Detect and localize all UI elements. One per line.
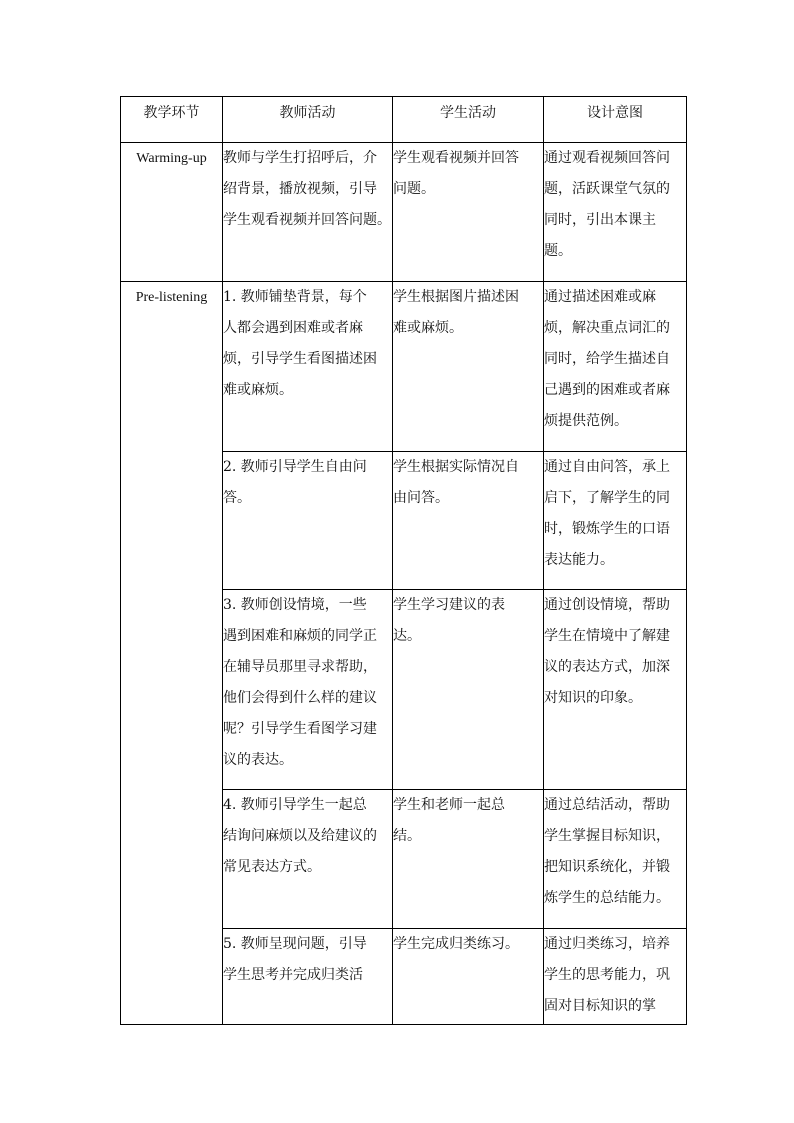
cell-line: 2. 教师引导学生自由问 (223, 459, 367, 475)
teacher-activity-cell (223, 282, 393, 452)
cell-line: 对知识的印象。 (544, 690, 642, 706)
teacher-activity-cell (223, 590, 393, 790)
student-activity-cell (393, 282, 544, 452)
cell-line: 难或麻烦。 (393, 320, 463, 336)
cell-line: 学生完成归类练习。 (393, 936, 519, 952)
design-purpose-cell (544, 143, 687, 282)
teacher-activity-cell (223, 790, 393, 929)
cell-line: 5. 教师呈现问题，引导 (223, 936, 367, 952)
cell-line: 问题。 (393, 181, 435, 197)
cell-line: 答。 (223, 490, 251, 506)
header-row (121, 97, 687, 143)
cell-line: 学生观看视频并回答 (393, 150, 519, 166)
cell-line: 同时，给学生描述自 (544, 351, 670, 367)
teacher-activity-cell (223, 143, 393, 282)
cell-line: 同时，引出本课主 (544, 212, 656, 228)
cell-line: 通过描述困难或麻 (544, 289, 656, 305)
header-design-purpose: 设计意图 (544, 97, 687, 143)
design-purpose-cell (544, 929, 687, 1025)
design-purpose-cell (544, 790, 687, 929)
stage-warming-up: Warming-up (121, 143, 223, 282)
cell-line: 他们会得到什么样的建议 (223, 690, 377, 706)
cell-line: 通过自由问答，承上 (544, 459, 670, 475)
cell-line: 由问答。 (393, 490, 449, 506)
cell-line: 议的表达方式，加深 (544, 659, 670, 675)
design-purpose-cell (544, 282, 687, 452)
teacher-activity-cell (223, 929, 393, 1025)
cell-line: 议的表达。 (223, 752, 293, 768)
cell-line: 烦，解决重点词汇的 (544, 320, 670, 336)
cell-line: 遇到困难和麻烦的同学正 (223, 628, 377, 644)
cell-line: 通过观看视频回答问 (544, 150, 670, 166)
cell-line: 4. 教师引导学生一起总 (223, 797, 367, 813)
cell-line: 炼学生的总结能力。 (544, 890, 670, 906)
student-activity-cell (393, 590, 544, 790)
cell-line: 通过创设情境，帮助 (544, 597, 670, 613)
cell-line: 学生根据图片描述困 (393, 289, 519, 305)
cell-line: 把知识系统化，并锻 (544, 859, 670, 875)
cell-line: 难或麻烦。 (223, 382, 293, 398)
cell-line: 学生的思考能力，巩 (544, 967, 670, 983)
cell-line: 3. 教师创设情境，一些 (223, 597, 367, 613)
student-activity-cell (393, 929, 544, 1025)
cell-line: 己遇到的困难或者麻 (544, 382, 670, 398)
cell-line: 常见表达方式。 (223, 859, 321, 875)
cell-line: 在辅导员那里寻求帮助， (223, 659, 377, 675)
student-activity-cell (393, 790, 544, 929)
cell-line: 绍背景，播放视频，引导 (223, 181, 377, 197)
cell-line: 学生在情境中了解建 (544, 628, 670, 644)
header-teacher-activity: 教师活动 (223, 97, 393, 143)
student-activity-cell (393, 452, 544, 590)
header-student-activity: 学生活动 (393, 97, 544, 143)
design-purpose-cell (544, 590, 687, 790)
cell-line: 通过总结活动，帮助 (544, 797, 670, 813)
cell-line: 题。 (544, 243, 572, 259)
cell-line: 呢？引导学生看图学习建 (223, 721, 377, 737)
cell-line: 时，锻炼学生的口语 (544, 521, 670, 537)
cell-line: 烦，引导学生看图描述困 (223, 351, 377, 367)
cell-line: 表达能力。 (544, 552, 614, 568)
cell-line: 启下，了解学生的同 (544, 490, 670, 506)
cell-line: 固对目标知识的掌 (544, 998, 656, 1014)
cell-line: 学生根据实际情况自 (393, 459, 519, 475)
student-activity-cell (393, 143, 544, 282)
cell-line: 达。 (393, 628, 421, 644)
cell-line: 1. 教师铺垫背景，每个 (223, 289, 367, 305)
cell-line: 学生观看视频并回答问题。 (223, 212, 391, 228)
lesson-plan-table (120, 96, 687, 1025)
cell-line: 学生掌握目标知识， (544, 828, 670, 844)
cell-line: 学生和老师一起总 (393, 797, 505, 813)
cell-line: 学生思考并完成归类活 (223, 967, 363, 983)
cell-line: 通过归类练习，培养 (544, 936, 670, 952)
design-purpose-cell (544, 452, 687, 590)
cell-line: 烦提供范例。 (544, 413, 628, 429)
table-row (121, 143, 687, 282)
teacher-activity-cell (223, 452, 393, 590)
cell-line: 结。 (393, 828, 421, 844)
cell-line: 题，活跃课堂气氛的 (544, 181, 670, 197)
cell-line: 学生学习建议的表 (393, 597, 505, 613)
table-row (121, 282, 687, 452)
stage-pre-listening: Pre-listening (121, 282, 223, 1025)
cell-line: 教师与学生打招呼后，介 (223, 150, 377, 166)
header-stage: 教学环节 (121, 97, 223, 143)
cell-line: 结询问麻烦以及给建议的 (223, 828, 377, 844)
cell-line: 人都会遇到困难或者麻 (223, 320, 363, 336)
